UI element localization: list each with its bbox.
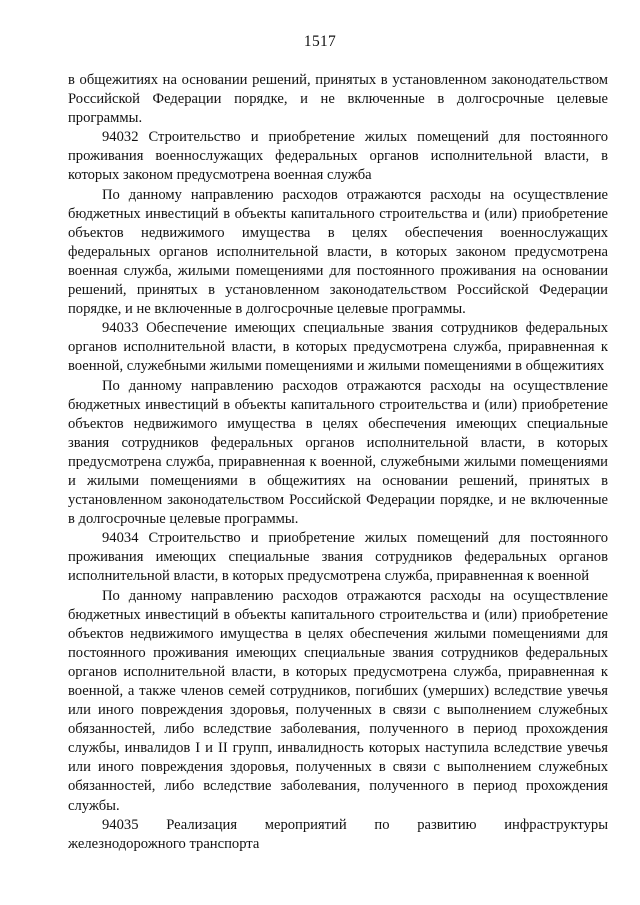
paragraph-continuation: в общежитиях на основании решений, принятых в установленном законодательством Российской Федерации порядке, и не включенные в долгосрочные целевые программы. <box>68 72 608 127</box>
section-heading-94032: 94032 Строительство и приобретение жилых помещений для постоянного проживания военнослужащих федеральных органов исполнительной власти, в которых законом предусмотрена военная служба <box>68 129 608 184</box>
paragraph-94033-description: По данному направлению расходов отражаются расходы на осуществление бюджетных инвестиций в объекты капитального строительства и (или) приобретение объектов недвижимого имущества в целях обеспечения имеющих специальные звания сотрудников федеральных органов исполнительной власти, в которых предусмотрена служба, приравненная к военной, служебными жилыми помещениями и жилыми помещениями в общежитиях на основании решений, принятых в установленном законодательством Российской Федерации порядке, и не включенные в долгосрочные целевые программы. <box>68 377 608 528</box>
section-heading-94034: 94034 Строительство и приобретение жилых помещений для постоянного проживания имеющих специальные звания сотрудников федеральных органов исполнительной власти, в которых предусмотрена служба, приравненная к военной <box>68 530 608 585</box>
paragraph-94034-description: По данному направлению расходов отражаются расходы на осуществление бюджетных инвестиций в объекты капитального строительства и (или) приобретение объектов недвижимого имущества в целях обеспечения жилыми помещениями для постоянного проживания имеющих специальные звания сотрудников федеральных органов исполнительной власти, в которых предусмотрена служба, приравненная к военной, а также членов семей сотрудников, погибших (умерших) вследствие увечья или иного повреждения здоровья, полученных в связи с выполнением служебных обязанностей, либо вследствие заболевания, полученного в период прохождения службы, инвалидов I и II групп, инвалидность которых наступила вследствие увечья или иного повреждения здоровья, полученных в связи с выполнением служебных обязанностей, либо вследствие заболевания, полученного в период прохождения службы. <box>68 587 608 814</box>
section-heading-94033: 94033 Обеспечение имеющих специальные звания сотрудников федеральных органов исполнительной власти, в которых предусмотрена служба, приравненная к военной, служебными жилыми помещениями и жилыми помещениями в общежитиях <box>68 320 608 375</box>
section-heading-94035: 94035 Реализация мероприятий по развитию инфраструктуры железнодорожного транспорта <box>68 816 608 852</box>
paragraph-94032-description: По данному направлению расходов отражаются расходы на осуществление бюджетных инвестиций в объекты капитального строительства и (или) приобретение объектов недвижимого имущества в целях обеспечения военнослужащих федеральных органов исполнительной власти, в которых законом предусмотрена военная служба, жилыми помещениями для постоянного проживания на основании решений, принятых в установленном законодательством Российской Федерации порядке, и не включенные в долгосрочные целевые программы. <box>68 186 608 318</box>
page-number: 1517 <box>303 33 337 50</box>
document-body <box>68 71 608 854</box>
